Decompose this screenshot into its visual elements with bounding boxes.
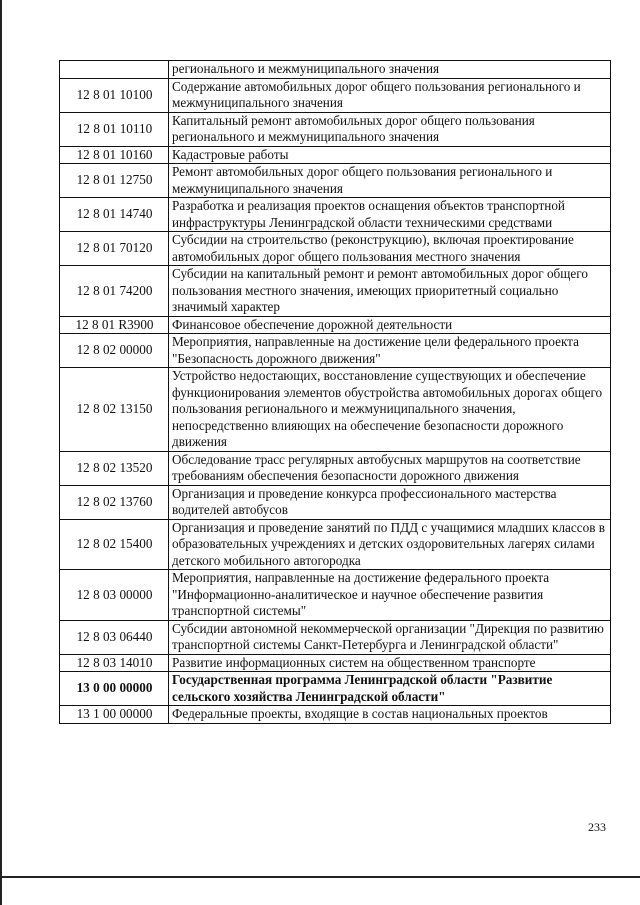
scan-bottom-edge (0, 876, 640, 878)
classification-code: 12 8 01 12750 (60, 164, 169, 198)
classification-code (60, 61, 169, 79)
table-row (60, 519, 611, 570)
table-row (60, 451, 611, 485)
item-description: Субсидии автономной некоммерческой организации "Дирекция по развитию транспортной системы Санкт-Петербурга и Ленинградской области" (169, 620, 611, 654)
table-row (60, 672, 611, 706)
classification-code: 12 8 01 R3900 (60, 316, 169, 334)
table-row (60, 334, 611, 368)
table-row (60, 266, 611, 317)
item-description: Кадастровые работы (169, 146, 611, 164)
classification-code: 12 8 02 15400 (60, 519, 169, 570)
item-description: Развитие информационных систем на общественном транспорте (169, 654, 611, 672)
table-row (60, 316, 611, 334)
classification-code: 12 8 01 10100 (60, 78, 169, 112)
item-description: Субсидии на капитальный ремонт и ремонт автомобильных дорог общего пользования местного значения, имеющих приоритетный социально значимый характер (169, 266, 611, 317)
table-row (60, 112, 611, 146)
item-description: Организация и проведение конкурса профессионального мастерства водителей автобусов (169, 485, 611, 519)
table-row (60, 78, 611, 112)
classification-code: 12 8 03 14010 (60, 654, 169, 672)
table-row (60, 485, 611, 519)
item-description: Содержание автомобильных дорог общего пользования регионального и межмуниципального значения (169, 78, 611, 112)
classification-code: 12 8 01 10160 (60, 146, 169, 164)
classification-code: 12 8 03 06440 (60, 620, 169, 654)
table-row (60, 146, 611, 164)
classification-code: 12 8 01 74200 (60, 266, 169, 317)
classification-code: 12 8 02 00000 (60, 334, 169, 368)
item-description: Государственная программа Ленинградской области "Развитие сельского хозяйства Ленинградской области" (169, 672, 611, 706)
item-description: Капитальный ремонт автомобильных дорог общего пользования регионального и межмуниципального значения (169, 112, 611, 146)
item-description: Мероприятия, направленные на достижение цели федерального проекта "Безопасность дорожного движения" (169, 334, 611, 368)
item-description: Обследование трасс регулярных автобусных маршрутов на соответствие требованиям обеспечения безопасности дорожного движения (169, 451, 611, 485)
item-description: регионального и межмуниципального значения (169, 61, 611, 79)
classification-code: 12 8 02 13520 (60, 451, 169, 485)
classification-code: 13 1 00 00000 (60, 706, 169, 724)
table-row (60, 368, 611, 452)
classification-code: 12 8 03 00000 (60, 570, 169, 621)
table-row (60, 570, 611, 621)
item-description: Финансовое обеспечение дорожной деятельности (169, 316, 611, 334)
item-description: Ремонт автомобильных дорог общего пользования регионального и межмуниципального значения (169, 164, 611, 198)
classification-code: 13 0 00 00000 (60, 672, 169, 706)
table-row (60, 232, 611, 266)
classification-code: 12 8 02 13150 (60, 368, 169, 452)
classification-code: 12 8 01 14740 (60, 198, 169, 232)
classification-code: 12 8 02 13760 (60, 485, 169, 519)
table-body (60, 61, 611, 724)
table-row (60, 198, 611, 232)
classification-code: 12 8 01 10110 (60, 112, 169, 146)
table-row (60, 620, 611, 654)
classification-code: 12 8 01 70120 (60, 232, 169, 266)
table-row (60, 61, 611, 79)
page-number: 233 (588, 820, 606, 834)
item-description: Организация и проведение занятий по ПДД с учащимися младших классов в образовательных учреждениях и детских оздоровительных лагерях силами детского мобильного автогородка (169, 519, 611, 570)
item-description: Федеральные проекты, входящие в состав национальных проектов (169, 706, 611, 724)
table-row (60, 654, 611, 672)
item-description: Разработка и реализация проектов оснащения объектов транспортной инфраструктуры Ленинградской области техническими средствами (169, 198, 611, 232)
scan-left-edge (0, 0, 2, 905)
table-row (60, 164, 611, 198)
budget-classification-table (59, 60, 611, 724)
item-description: Субсидии на строительство (реконструкцию), включая проектирование автомобильных дорог общего пользования местного значения (169, 232, 611, 266)
item-description: Мероприятия, направленные на достижение федерального проекта "Информационно-аналитическое и научное обеспечение развития транспортной системы" (169, 570, 611, 621)
table-row (60, 706, 611, 724)
item-description: Устройство недостающих, восстановление существующих и обеспечение функционирования элементов обустройства автомобильных дорогах общего пользования регионального и межмуниципального значения, непосредственно влияющих на обеспечение безопасности дорожного движения (169, 368, 611, 452)
